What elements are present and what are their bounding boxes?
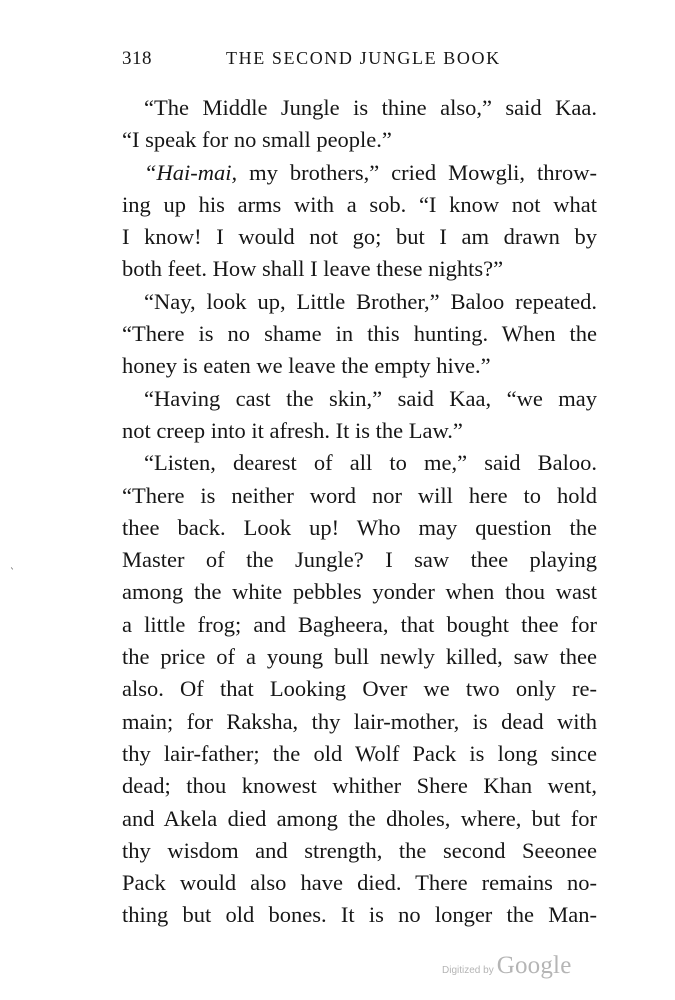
digitized-watermark bbox=[442, 950, 572, 980]
page-number: 318 bbox=[122, 48, 152, 69]
text-line: “The Middle Jungle is thine also,” said Kaa. bbox=[144, 95, 597, 120]
text-line: Master of the Jungle? I saw thee playing bbox=[122, 547, 597, 573]
body-text bbox=[122, 92, 597, 932]
italic-word: “Hai-mai, bbox=[144, 159, 238, 185]
text-line: “Nay, look up, Little Brother,” Baloo repeated. bbox=[144, 288, 597, 314]
text-line: thee back. Look up! Who may question the bbox=[122, 514, 597, 540]
text-line: both feet. How shall I leave these nights?” bbox=[122, 256, 504, 282]
text-line: the price of a young bull newly killed, saw thee bbox=[122, 644, 597, 670]
book-title: THE SECOND JUNGLE BOOK bbox=[226, 48, 501, 68]
text-line: ing up his arms with a sob. “I know not what bbox=[122, 191, 597, 217]
text-line: thy lair-father; the old Wolf Pack is long since bbox=[122, 740, 597, 766]
text-line: dead; thou knowest whither Shere Khan went, bbox=[122, 773, 597, 799]
text-line: honey is eaten we leave the empty hive.” bbox=[122, 353, 491, 379]
text-line: I know! I would not go; but I am drawn by bbox=[122, 224, 597, 250]
text-line: among the white pebbles yonder when thou wast bbox=[122, 579, 597, 605]
text-line: “Listen, dearest of all to me,” said Baloo. bbox=[144, 450, 597, 476]
text-line bbox=[122, 157, 597, 189]
text-line: also. Of that Looking Over we two only re- bbox=[122, 676, 597, 702]
running-head bbox=[122, 48, 597, 78]
text-line: not creep into it afresh. It is the Law.” bbox=[122, 417, 463, 443]
margin-mark: ` bbox=[10, 568, 15, 579]
watermark-prefix: Digitized by bbox=[442, 965, 494, 976]
text-line: main; for Raksha, thy lair-mother, is dead with bbox=[122, 708, 597, 734]
text-line: “There is neither word nor will here to hold bbox=[122, 482, 597, 508]
text-line: and Akela died among the dholes, where, but for bbox=[122, 805, 597, 831]
text-line: “Having cast the skin,” said Kaa, “we may bbox=[144, 385, 597, 411]
text-line: “There is no shame in this hunting. When the bbox=[122, 321, 597, 347]
text-line: thy wisdom and strength, the second Seeonee bbox=[122, 837, 597, 863]
text-line: a little frog; and Bagheera, that bought thee for bbox=[122, 611, 597, 637]
text-line: “I speak for no small people.” bbox=[122, 127, 392, 153]
text-line: thing but old bones. It is no longer the Man- bbox=[122, 902, 597, 928]
text-line: Pack would also have died. There remains no- bbox=[122, 870, 597, 896]
text-line-rest: my brothers,” cried Mowgli, throw- bbox=[237, 159, 597, 185]
google-logo: Google bbox=[496, 952, 572, 979]
